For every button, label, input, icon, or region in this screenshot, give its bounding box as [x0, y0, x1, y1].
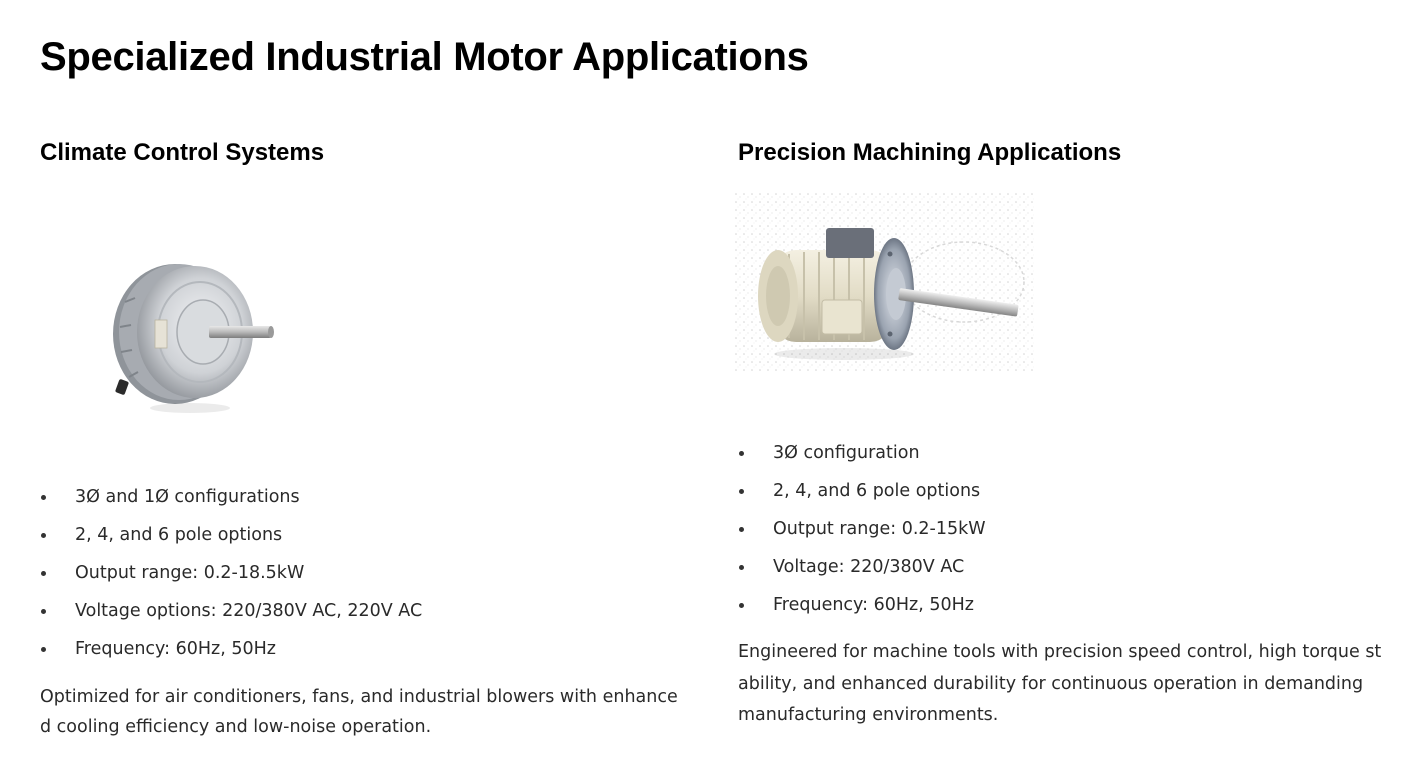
- list-item: Voltage: 220/380V AC: [738, 548, 1388, 586]
- bullet-icon: [41, 609, 46, 614]
- list-item: Frequency: 60Hz, 50Hz: [738, 586, 1388, 624]
- fan-motor-icon: [105, 232, 285, 432]
- bullet-icon: [739, 527, 744, 532]
- section-title: Precision Machining Applications: [738, 139, 1122, 166]
- spec-list: [738, 434, 1388, 624]
- flange-motor-icon: [734, 192, 1034, 382]
- section-precision-machining: [738, 136, 1388, 732]
- section-description: Optimized for air conditioners, fans, and industrial blowers with enhanced cooling efficiency and low-noise operation.: [40, 687, 678, 737]
- list-item: 3Ø configuration: [738, 434, 1388, 472]
- bullet-icon: [739, 451, 744, 456]
- bullet-icon: [739, 489, 744, 494]
- page-title: Specialized Industrial Motor Applications: [40, 35, 809, 79]
- bullet-icon: [41, 495, 46, 500]
- list-item: Output range: 0.2-15kW: [738, 510, 1388, 548]
- bullet-icon: [41, 647, 46, 652]
- list-item: Frequency: 60Hz, 50Hz: [40, 630, 690, 668]
- bullet-icon: [41, 533, 46, 538]
- bullet-icon: [739, 565, 744, 570]
- list-item: Voltage options: 220/380V AC, 220V AC: [40, 592, 690, 630]
- list-item: Output range: 0.2-18.5kW: [40, 554, 690, 592]
- section-climate-control: [40, 136, 690, 742]
- section-title: Climate Control Systems: [40, 139, 325, 166]
- list-item: 2, 4, and 6 pole options: [40, 516, 690, 554]
- list-item: 3Ø and 1Ø configurations: [40, 478, 690, 516]
- section-description: Engineered for machine tools with precision speed control, high torque stability, and enhanced durability for continuous operation in demanding manufacturing environments.: [738, 642, 1382, 725]
- list-item: 2, 4, and 6 pole options: [738, 472, 1388, 510]
- bullet-icon: [41, 571, 46, 576]
- bullet-icon: [739, 603, 744, 608]
- spec-list: [40, 478, 690, 668]
